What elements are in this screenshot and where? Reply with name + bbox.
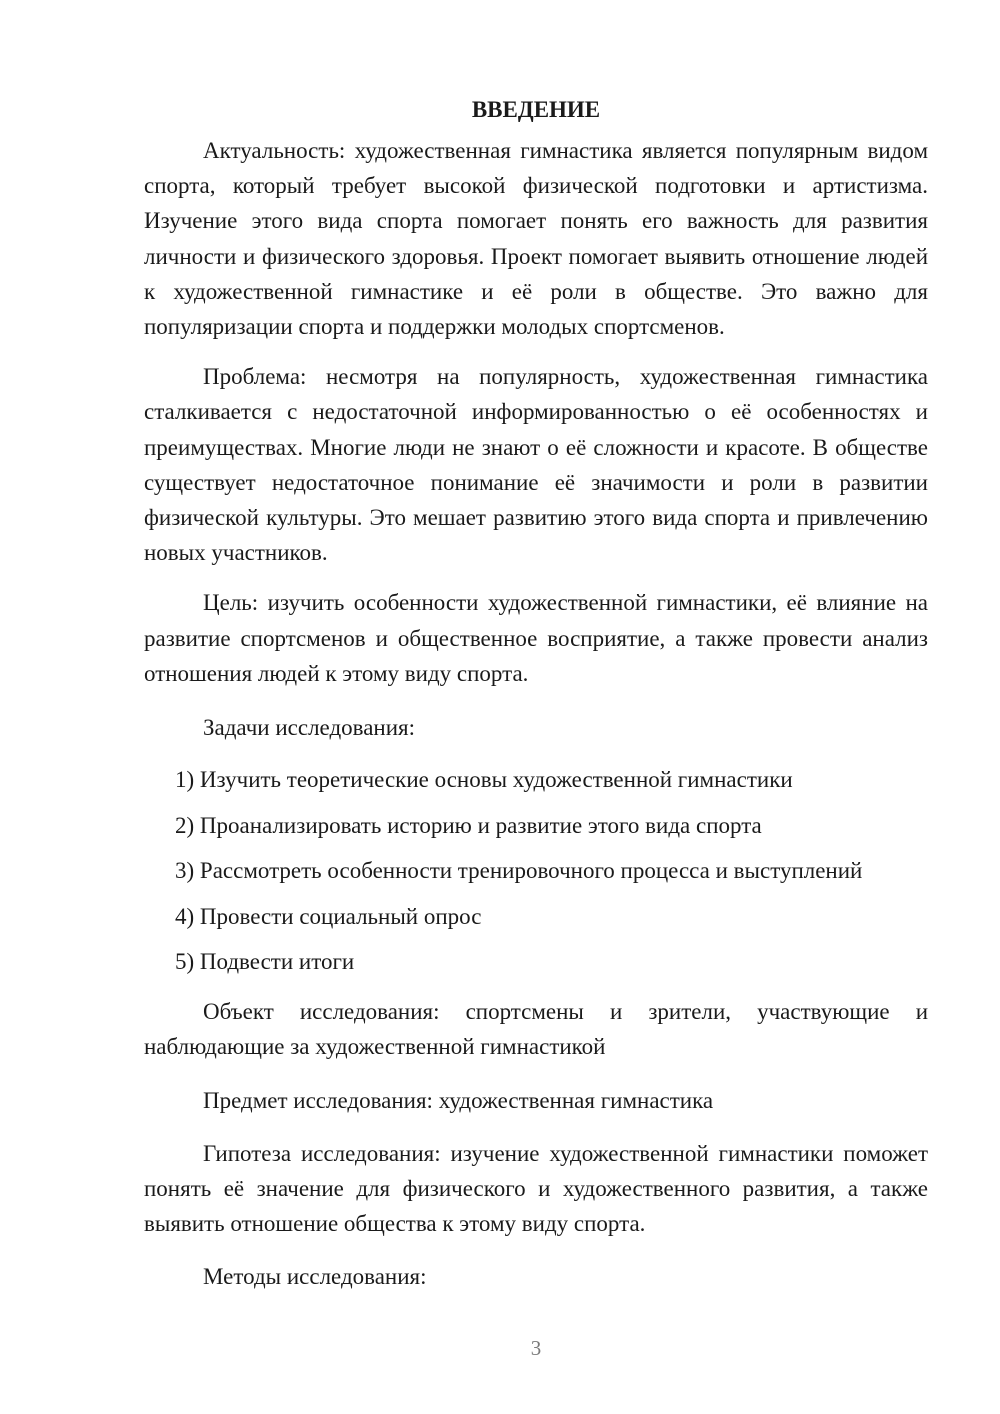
paragraph-subject: Предмет исследования: художественная гимнастика xyxy=(203,1087,714,1113)
task-item-3: 3) Рассмотреть особенности тренировочного процесса и выступлений xyxy=(175,858,863,884)
task-item-5: 5) Подвести итоги xyxy=(175,949,355,975)
page-number: 3 xyxy=(530,1336,542,1360)
task-item-2: 2) Проанализировать историю и развитие этого вида спорта xyxy=(175,812,762,838)
task-item-1: 1) Изучить теоретические основы художественной гимнастики xyxy=(175,767,793,793)
task-item-4: 4) Провести социальный опрос xyxy=(175,903,482,929)
paragraph-relevance: Актуальность: художественная гимнастика является популярным видом спорта, который требует высокой физической подготовки и артистизма. Изучение этого вида спорта помогает понять его важность для развития личности и физического здоровья. Проект помогает выявить отношение людей к художественной гимнастике и её роли в обществе. Это важно для популяризации спорта и поддержки молодых спортсменов. xyxy=(144,138,928,340)
paragraph-hypothesis: Гипотеза исследования: изучение художественной гимнастики поможет понять её значение для физического и художественного развития, а также выявить отношение общества к этому виду спорта. xyxy=(144,1140,928,1237)
tasks-heading: Задачи исследования: xyxy=(203,715,416,741)
tasks-list xyxy=(144,764,928,977)
paragraph-problem: Проблема: несмотря на популярность, художественная гимнастика сталкивается с недостаточной информированностью о её особенностях и преимуществах. Многие люди не знают о её сложности и красоте. В обществе существует недостаточное понимание её значимости и роли в развитии физической культуры. Это мешает развитию этого вида спорта и привлечению новых участников. xyxy=(144,364,928,566)
paragraph-object: Объект исследования: спортсмены и зрители, участвующие и наблюдающие за художественной гимнастикой xyxy=(144,999,928,1060)
paragraph-goal: Цель: изучить особенности художественной гимнастики, её влияние на развитие спортсменов и общественное восприятие, а также провести анализ отношения людей к этому виду спорта. xyxy=(144,590,928,686)
page-content xyxy=(144,95,928,1295)
methods-heading: Методы исследования: xyxy=(203,1264,427,1290)
section-heading: ВВЕДЕНИЕ xyxy=(471,97,601,122)
